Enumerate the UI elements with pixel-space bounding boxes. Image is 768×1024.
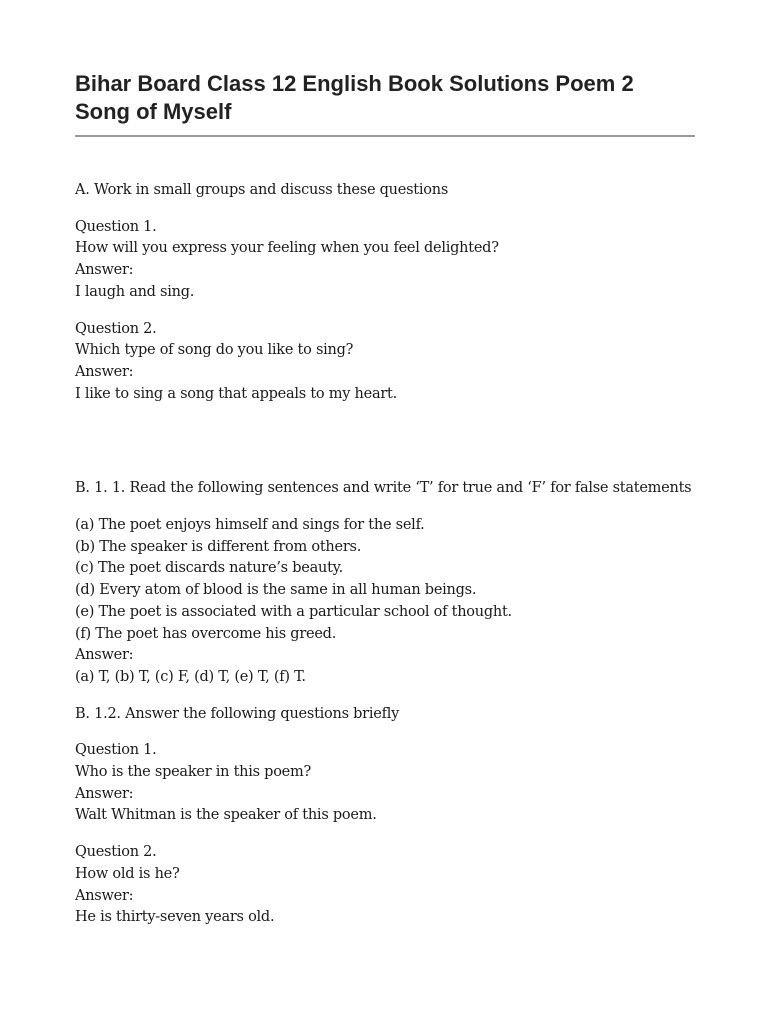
statement-item: (b) The speaker is different from others. <box>75 538 362 555</box>
statement-item: (e) The poet is associated with a particular school of thought. <box>75 603 512 620</box>
answer-label: Answer: <box>75 262 134 279</box>
answer-text: (a) T, (b) T, (c) F, (d) T, (e) T, (f) T. <box>75 668 306 685</box>
question-label: Question 1. <box>75 218 157 235</box>
answer-text: I laugh and sing. <box>75 283 195 300</box>
section-heading: B. 1. 1. Read the following sentences and write ‘T’ for true and ‘F’ for false statements <box>75 480 692 497</box>
answer-label: Answer: <box>75 785 134 802</box>
question-label: Question 2. <box>75 320 157 337</box>
statement-item: (d) Every atom of blood is the same in all human beings. <box>75 582 477 599</box>
question-block <box>75 842 695 929</box>
question-label: Question 2. <box>75 844 157 861</box>
section-heading: A. Work in small groups and discuss these questions <box>75 182 449 198</box>
document-page <box>75 70 695 929</box>
statement-item: (c) The poet discards nature’s beauty. <box>75 560 344 577</box>
question-block <box>75 217 695 304</box>
section-b1 <box>75 478 695 688</box>
answer-label: Answer: <box>75 887 134 904</box>
question-text: How will you express your feeling when you feel delighted? <box>75 240 499 257</box>
answer-label: Answer: <box>75 363 134 380</box>
question-label: Question 1. <box>75 742 157 759</box>
question-block <box>75 740 695 827</box>
section-heading: B. 1.2. Answer the following questions briefly <box>75 705 400 722</box>
question-text: Which type of song do you like to sing? <box>75 342 354 359</box>
statement-item: (f) The poet has overcome his greed. <box>75 625 337 642</box>
question-text: How old is he? <box>75 865 180 882</box>
answer-text: He is thirty-seven years old. <box>75 909 275 926</box>
page-title <box>75 70 695 137</box>
answer-text: Walt Whitman is the speaker of this poem. <box>75 807 377 824</box>
title-line: Bihar Board Class 12 English Book Solutions Poem 2 <box>75 71 634 96</box>
question-block <box>75 319 695 406</box>
answer-label: Answer: <box>75 647 134 664</box>
title-line: Song of Myself <box>75 99 232 124</box>
document-body <box>75 180 695 929</box>
section-b2 <box>75 704 695 929</box>
answer-text: I like to sing a song that appeals to my heart. <box>75 385 397 402</box>
section-a <box>75 180 695 405</box>
question-text: Who is the speaker in this poem? <box>75 764 312 781</box>
statement-item: (a) The poet enjoys himself and sings for the self. <box>75 517 425 534</box>
